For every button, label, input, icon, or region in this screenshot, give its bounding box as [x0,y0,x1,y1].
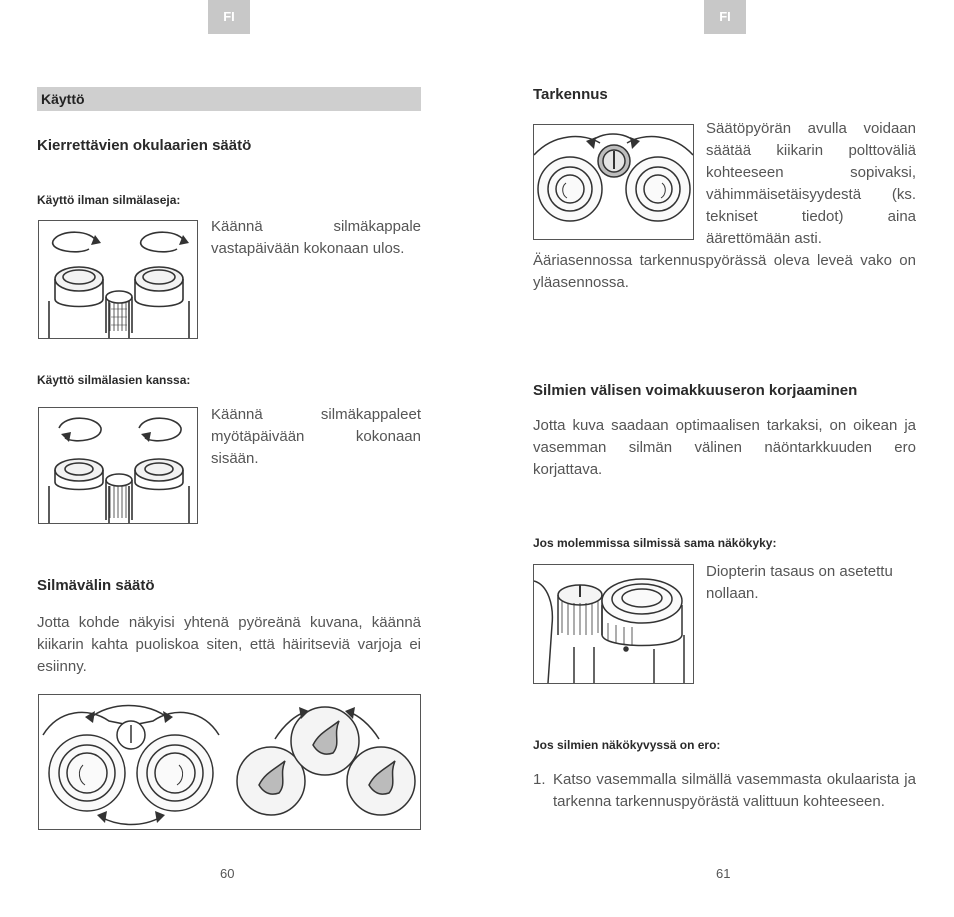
ipd-heading: Silmävälin säätö [37,577,155,594]
list-item-number: 1. [533,771,546,788]
without-glasses-text: Käännä silmäkappale vastapäivään kokonaan ulos. [211,218,421,257]
diopter-text: Jotta kuva saadaan optimaalisen tarkaksi, on oikean ja vasemman silmän välinen näöntarkkuuden ero korjattava. [533,417,916,478]
focus-heading: Tarkennus [533,86,608,103]
with-glasses-text: Käännä silmäkappaleet myötäpäivään kokonaan sisään. [211,406,421,467]
eyecup-heading: Kierrettävien okulaarien säätö [37,137,252,154]
section-title-bar: Käyttö [37,87,421,111]
without-glasses-heading: Käyttö ilman silmälaseja: [37,193,181,207]
page-number-right: 61 [716,866,731,881]
eyecup-in-illustration [38,407,198,524]
focus-text: Säätöpyörän avulla voidaan säätää kiikarin polttoväliä kohteeseen sopivaksi, vähimmäisetäisyydestä (ks. tekniset tiedot) aina äärettömään asti. [706,120,916,247]
with-glasses-heading: Käyttö silmälasien kanssa: [37,373,191,387]
focus-text-2: Ääriasennossa tarkennuspyörässä oleva leveä vako on yläasennossa. [533,252,916,291]
ipd-illustration [38,694,421,830]
page-number-left: 60 [220,866,235,881]
list-item-text: Katso vasemmalla silmällä vasemmasta okulaarista ja tarkenna tarkennuspyörästä valittuun kohteeseen. [553,771,916,810]
ipd-text: Jotta kohde näkyisi yhtenä pyöreänä kuvana, käännä kiikarin kahta puoliskoa siten, että häiritseviä varjoja ei esiinny. [37,614,421,675]
diopter-illustration [533,564,694,684]
language-tab-left: FI [208,0,250,34]
eyecup-out-illustration [38,220,198,339]
same-vision-text: Diopterin tasaus on asetettu nollaan. [706,563,893,602]
language-tab-right: FI [704,0,746,34]
diff-vision-heading: Jos silmien näkökyvyssä on ero: [533,738,721,752]
diopter-heading: Silmien välisen voimakkuuseron korjaaminen [533,382,858,399]
focus-illustration [533,124,694,240]
same-vision-heading: Jos molemmissa silmissä sama näkökyky: [533,536,777,550]
